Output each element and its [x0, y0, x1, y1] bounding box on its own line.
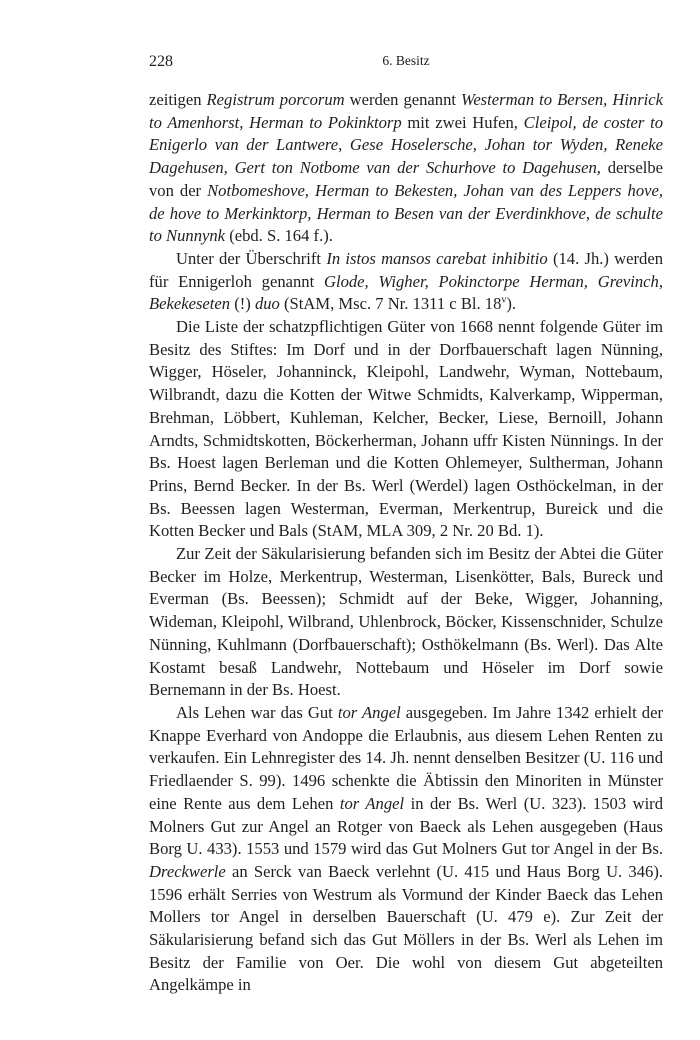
italic-text: Cleipol, de coster to Enigerlo van der Lantwere, Gese Hoselersche, Johan tor Wyden, Reneke Dagehusen, Gert ton Notbome van der Schurhove to Dagehusen,	[149, 112, 663, 178]
text-run: Als Lehen war das Gut	[176, 702, 338, 722]
italic-text: tor Angel	[337, 702, 401, 722]
italic-text: Notbomeshove, Herman to Bekesten, Johan van des Leppers hove, de hove to Merkinktorp, Herman to Besen van der Everdinkhove, de schulte to Nunnynk	[149, 180, 663, 246]
text-run: ausgegeben. Im Jahre 1342 erhielt der Knappe Everhard von Andoppe die Erlaubnis, aus diesem Lehen Renten zu verkaufen. Ein Lehnregister des 14. Jh. nennt denselben Besitzer (U. 116 und Friedlaender S. 99). 1496 schenkte die Äbtissin den Minoriten in Münster eine Rente aus dem Lehen	[149, 702, 663, 813]
superscript-text: v	[501, 294, 507, 306]
italic-text: Dreckwerle	[149, 861, 226, 881]
chapter-title: 6. Besitz	[382, 53, 430, 68]
italic-text: tor Angel	[339, 793, 405, 813]
text-run: (14. Jh.) werden für Ennigerloh genannt	[149, 248, 664, 291]
paragraph	[149, 543, 663, 702]
paragraph	[149, 316, 663, 543]
text-run: (StAM, Msc. 7 Nr. 1311 c Bl. 18	[279, 294, 502, 314]
italic-text: Westerman to Bersen, Hinrick to Amenhorst, Herman to Pokinktorp	[149, 90, 664, 132]
text-run: zeitigen	[149, 90, 207, 109]
text-run: an Serck van Baeck verlehnt (U. 415 und Haus Borg U. 346). 1596 erhält Serries von Westrum als Vormund der Kinder Baeck das Lehen Mollers tor Angel in derselben Bauerschaft (U. 479 e). Zur Zeit der Säkularisierung befand sich das Gut Möllers in der Bs. Werl als Lehen im Besitz der Familie von Oer. Die wohl von diesem Gut abgeteilten Angelkämpe in	[149, 861, 663, 995]
italic-text: Glode, Wigher, Pokinctorpe Herman, Grevinch, Bekekeseten	[149, 271, 663, 314]
paragraph	[149, 89, 663, 248]
italic-text: Registrum porcorum	[206, 90, 345, 109]
text-run: werden genannt	[344, 90, 462, 109]
italic-text: duo	[254, 294, 280, 314]
text-run: Zur Zeit der Säkularisierung befanden sich im Besitz der Abtei die Güter Becker im Holze, Merkentrup, Westerman, Lisenkötter, Bals, Bureck und Everman (Bs. Beessen); Schmidt auf der Beke, Wigger, Johanning, Wideman, Kleipohl, Wilbrand, Uhlenbrock, Böcker, Kissenschnider, Schulze Nünning, Kuhlmann (Dorfbauerschaft); Osthökelmann (Bs. Werl). Das Alte Kostamt besaß Landwehr, Nottebaum und Höseler im Dorf sowie Bernemann in der Bs. Hoest.	[149, 544, 663, 700]
italic-text: In istos mansos carebat inhibitio	[326, 248, 548, 268]
text-run: (ebd. S. 164 f.).	[225, 226, 333, 246]
text-run: Unter der Überschrift	[176, 248, 327, 268]
text-run: (!)	[230, 294, 255, 314]
body-text	[149, 89, 663, 997]
paragraph	[149, 248, 663, 316]
text-run: in der Bs. Werl (U. 323). 1503 wird Molners Gut zur Angel an Rotger von Baeck als Lehen ausgegeben (Haus Borg U. 433). 1553 und 1579 wird das Gut Molners Gut tor Angel in der Bs.	[149, 793, 664, 859]
text-run: Die Liste der schatzpflichtigen Güter von 1668 nennt folgende Güter im Besitz des Stiftes: Im Dorf und in der Dorfbauerschaft lagen Nünning, Wigger, Höseler, Johanninck, Kleipohl, Landwehr, Wyman, Nottebaum, Wilbrandt, dazu die Kotten der Witwe Schmidts, Kalverkamp, Wipperman, Brehman, Löbbert, Kuhleman, Kelcher, Becker, Liese, Bernoill, Johann Arndts, Schmidtskotten, Böckerherman, Johann uffr Kisten Nünnings. In der Bs. Hoest lagen Berleman und die Kotten Ohlemeyer, Sultherman, Johann Prins, Bernd Becker. In der Bs. Werl (Werdel) lagen Osthöckelman, in der Bs. Beessen lagen Westerman, Everman, Merkentrup, Bureick und die Kotten Becker und Bals (StAM, MLA 309, 2 Nr. 20 Bd. 1).	[149, 317, 663, 541]
page-number: 228	[149, 53, 173, 70]
text-run: mit zwei Hufen,	[401, 112, 524, 132]
text-run: ).	[506, 294, 517, 314]
running-header	[149, 53, 663, 73]
text-run: derselbe von der	[149, 158, 663, 200]
paragraph	[149, 702, 663, 997]
